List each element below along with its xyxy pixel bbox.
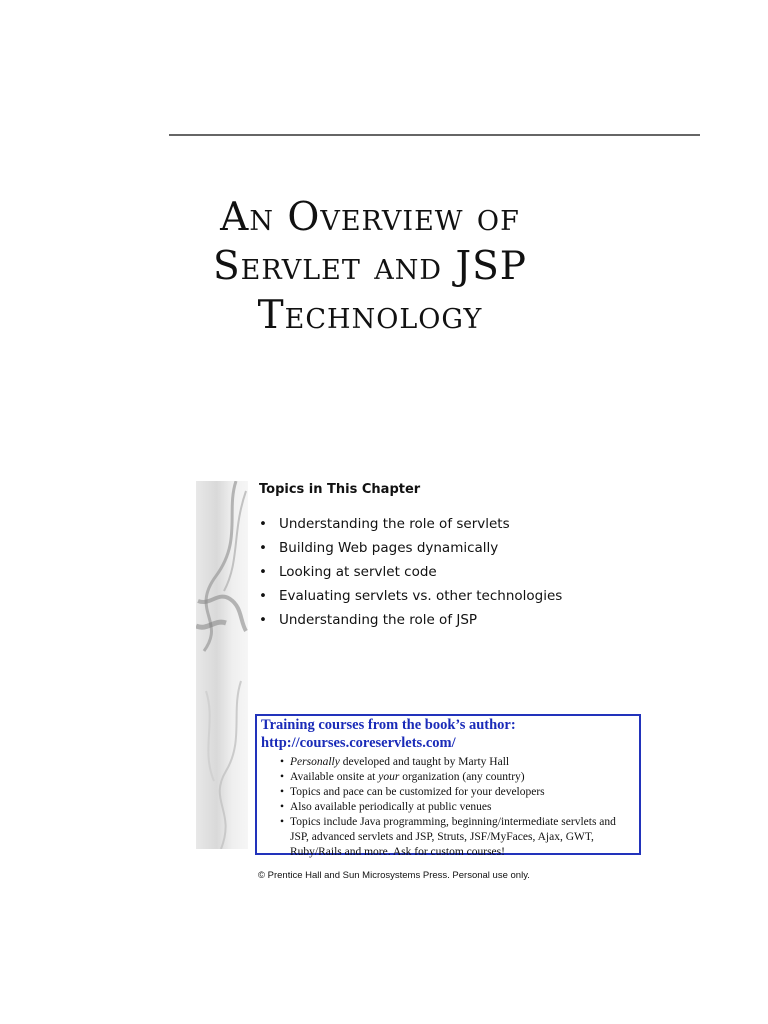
topic-text: Understanding the role of servlets <box>279 516 510 532</box>
bullet-icon: • <box>279 786 284 798</box>
training-box <box>255 714 641 858</box>
bullet-icon: • <box>279 801 284 813</box>
bullet-icon: • <box>259 564 267 580</box>
training-item-text: Available onsite at your organization (any country) <box>290 771 525 783</box>
bullet-icon: • <box>279 771 284 783</box>
training-item <box>261 815 635 860</box>
training-item <box>261 770 635 785</box>
topic-item <box>259 587 562 611</box>
bullet-icon: • <box>279 816 284 828</box>
training-title: Training courses from the book’s author: <box>261 717 516 733</box>
training-item-text: Topics and pace can be customized for your developers <box>290 786 545 798</box>
topic-item <box>259 515 562 539</box>
bullet-icon: • <box>259 588 267 604</box>
training-item-text: Personally developed and taught by Marty Hall <box>290 756 510 768</box>
marble-decoration <box>196 481 248 849</box>
training-list <box>261 755 635 860</box>
topics-list <box>259 515 562 635</box>
topic-text: Evaluating servlets vs. other technologies <box>279 588 563 604</box>
topic-item <box>259 611 562 635</box>
chapter-title-line: Servlet and JSP <box>212 244 528 289</box>
topic-item <box>259 563 562 587</box>
topics-heading: Topics in This Chapter <box>259 482 421 497</box>
chapter-title-line: An Overview of <box>220 195 520 240</box>
training-item <box>261 800 635 815</box>
training-url-link[interactable]: http://courses.coreservlets.com/ <box>261 735 456 751</box>
bullet-icon: • <box>259 612 267 628</box>
chapter-title <box>170 193 570 340</box>
training-item-text: Also available periodically at public venues <box>290 801 492 813</box>
top-rule <box>169 134 700 136</box>
topic-item <box>259 539 562 563</box>
topic-text: Understanding the role of JSP <box>279 612 478 628</box>
training-item-text: Topics include Java programming, beginning/intermediate servlets and JSP, advanced servlets and JSP, Struts, JSF/MyFaces, Ajax, GWT, Ruby/Rails and more. Ask for custom courses! <box>290 816 616 858</box>
bullet-icon: • <box>259 516 267 532</box>
training-item <box>261 785 635 800</box>
bullet-icon: • <box>259 540 267 556</box>
chapter-title-line: Technology <box>257 293 483 338</box>
topic-text: Building Web pages dynamically <box>279 540 499 556</box>
bullet-icon: • <box>279 756 284 768</box>
topic-text: Looking at servlet code <box>279 564 437 580</box>
training-item <box>261 755 635 770</box>
copyright-notice: © Prentice Hall and Sun Microsystems Press. Personal use only. <box>258 870 530 881</box>
